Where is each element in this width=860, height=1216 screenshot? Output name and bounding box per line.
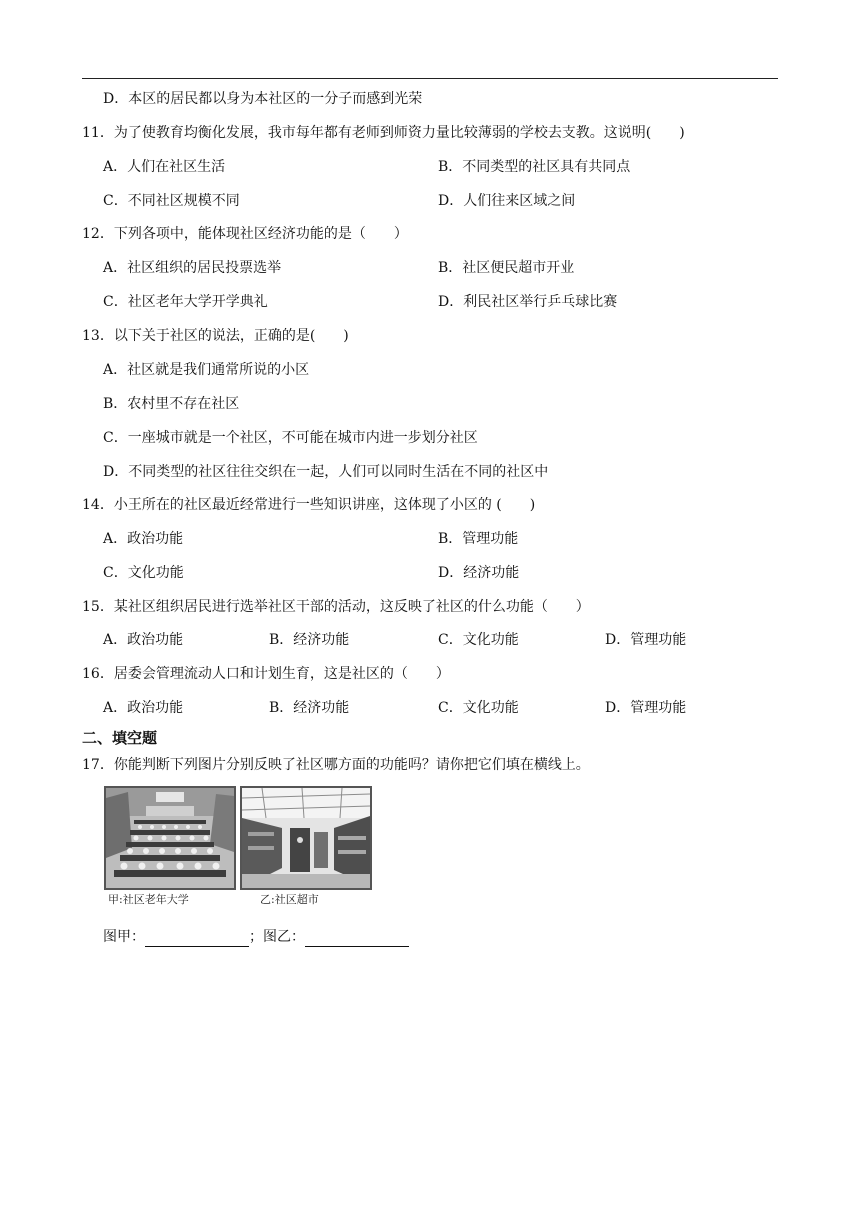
q12-option-c: C．社区老年大学开学典礼 <box>103 294 268 310</box>
classroom-picture <box>106 788 234 888</box>
q13-option-b: B．农村里不存在社区 <box>103 396 240 412</box>
label-yi: 图乙： <box>263 929 305 945</box>
section-fill-in-title: 二、填空题 <box>82 729 158 747</box>
separator: ； <box>249 929 263 945</box>
caption-yi: 乙:社区超市 <box>260 893 319 906</box>
q15-option-c: C．文化功能 <box>438 632 519 648</box>
q15-option-a: A．政治功能 <box>103 632 184 648</box>
q13-option-a: A．社区就是我们通常所说的小区 <box>103 362 310 378</box>
q17-answer-line <box>103 927 409 947</box>
q11-stem: 11．为了使教育均衡化发展，我市每年都有老师到师资力量比较薄弱的学校去支教。这说明( ) <box>82 125 685 141</box>
q12-option-b: B．社区便民超市开业 <box>438 260 575 276</box>
q12-option-a: A．社区组织的居民投票选举 <box>103 260 282 276</box>
q16-option-b: B．经济功能 <box>269 700 350 716</box>
q14-option-c: C．文化功能 <box>103 565 184 581</box>
answer-blank-yi[interactable] <box>305 932 409 947</box>
q13-option-d: D．不同类型的社区往往交织在一起，人们可以同时生活在不同的社区中 <box>103 464 549 480</box>
q16-option-d: D．管理功能 <box>605 700 687 716</box>
q12-stem: 12．下列各项中，能体现社区经济功能的是（ ） <box>82 226 408 242</box>
answer-blank-jia[interactable] <box>145 932 249 947</box>
q15-option-b: B．经济功能 <box>269 632 350 648</box>
q15-stem: 15．某社区组织居民进行选举社区干部的活动，这反映了社区的什么功能（ ） <box>82 599 590 615</box>
q14-stem: 14．小王所在的社区最近经常进行一些知识讲座，这体现了小区的 ( ) <box>82 497 536 513</box>
q11-option-c: C．不同社区规模不同 <box>103 193 240 209</box>
q11-option-d: D．人们往来区域之间 <box>438 193 576 209</box>
q17-stem: 17．你能判断下列图片分别反映了社区哪方面的功能吗？请你把它们填在横线上。 <box>82 757 590 773</box>
q14-option-d: D．经济功能 <box>438 565 520 581</box>
label-jia: 图甲： <box>103 929 145 945</box>
photo-community-supermarket <box>240 786 372 890</box>
photo-elderly-university <box>104 786 236 890</box>
q16-stem: 16．居委会管理流动人口和计划生育，这是社区的（ ） <box>82 666 450 682</box>
q14-option-a: A．政治功能 <box>103 531 184 547</box>
q10-option-d: D．本区的居民都以身为本社区的一分子而感到光荣 <box>103 91 423 107</box>
q11-option-b: B．不同类型的社区具有共同点 <box>438 159 631 175</box>
q15-option-d: D．管理功能 <box>605 632 687 648</box>
q12-option-d: D．利民社区举行乒乓球比赛 <box>438 294 618 310</box>
supermarket-picture <box>242 788 370 888</box>
q11-option-a: A．人们在社区生活 <box>103 159 226 175</box>
q16-option-a: A．政治功能 <box>103 700 184 716</box>
header-rule <box>82 78 778 79</box>
q13-option-c: C．一座城市就是一个社区，不可能在城市内进一步划分社区 <box>103 430 478 446</box>
q13-stem: 13．以下关于社区的说法，正确的是( ) <box>82 328 349 344</box>
q16-option-c: C．文化功能 <box>438 700 519 716</box>
q14-option-b: B．管理功能 <box>438 531 519 547</box>
caption-jia: 甲:社区老年大学 <box>108 893 189 906</box>
